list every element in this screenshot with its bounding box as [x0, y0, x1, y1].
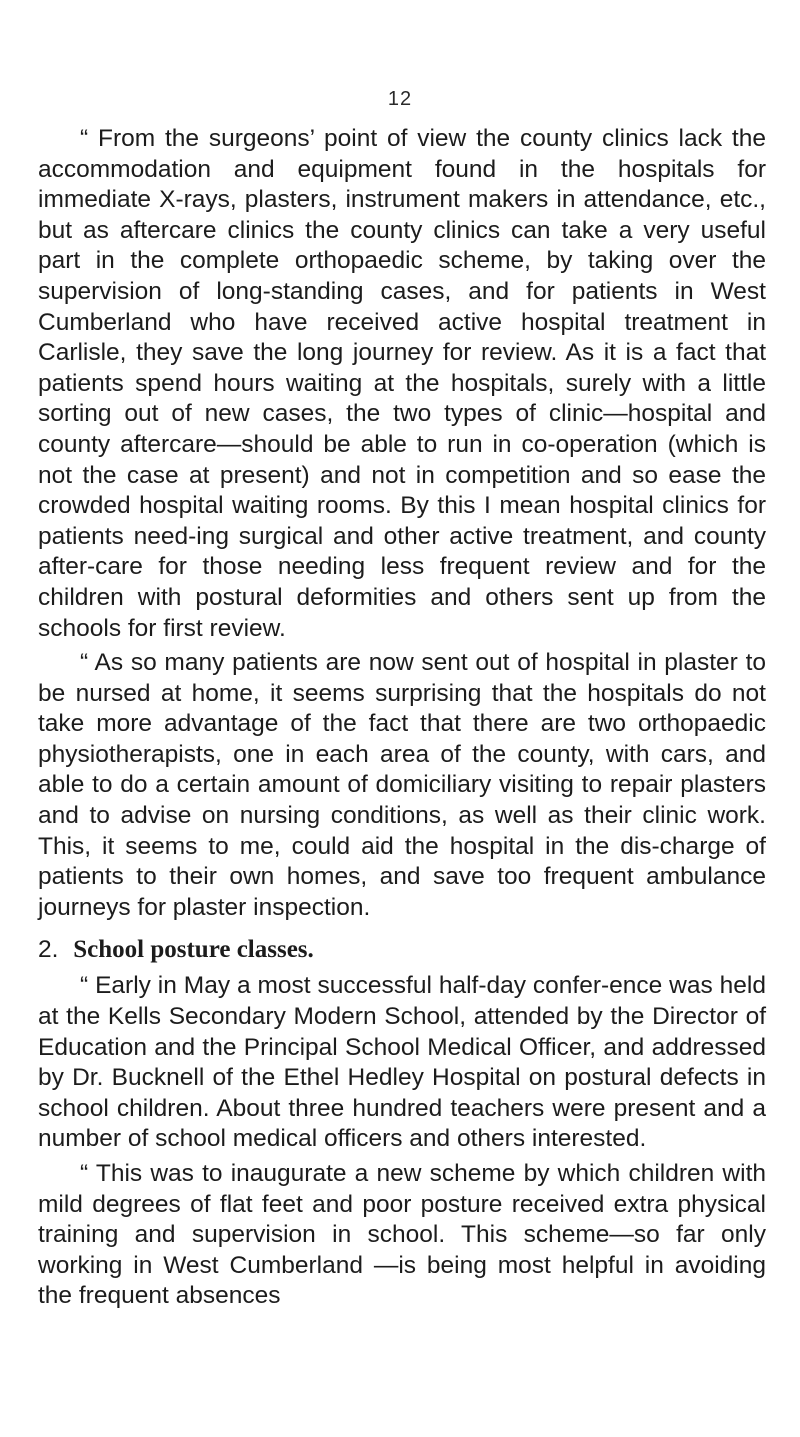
section-number: 2. — [38, 936, 59, 964]
paragraph-new-scheme: “ This was to inaugurate a new scheme by which children with mild degrees of flat feet and poor posture received extra physical training and supervision in school. This scheme—so far only working in West Cumberland —is being most helpful in avoiding the frequent absences — [38, 1160, 766, 1310]
document-body — [38, 124, 766, 1312]
paragraph-conference: “ Early in May a most successful half-day confer-ence was held at the Kells Secondary Modern School, attended by the Director of Education and the Principal School Medical Officer, and addressed by Dr. Bucknell of the Ethel Hedley Hospital on postural defects in school children. About three hundred teachers were present and a number of school medical officers and others interested. — [38, 972, 766, 1153]
page-number: 12 — [387, 88, 413, 110]
section-heading — [38, 935, 766, 965]
paragraph-surgeons-view: “ From the surgeons’ point of view the county clinics lack the accommodation and equipment found in the hospitals for immediate X-rays, plasters, instrument makers in attendance, etc., but as aftercare clinics the county clinics can take a very useful part in the complete orthopaedic scheme, by taking over the supervision of long-standing cases, and for patients in West Cumberland who have received active hospital treatment in Carlisle, they save the long journey for review. As it is a fact that patients spend hours waiting at the hospitals, surely with a little sorting out of new cases, the two types of clinic—hospital and county aftercare—should be able to run in co-operation (which is not the case at present) and not in competition and so ease the crowded hospital waiting rooms. By this I mean hospital clinics for patients need-ing surgical and other active treatment, and county after-care for those needing less frequent review and for the children with postural deformities and others sent up from the schools for first review. — [38, 125, 766, 642]
paragraph-plaster-patients: “ As so many patients are now sent out of hospital in plaster to be nursed at home, it seems surprising that the hospitals do not take more advantage of the fact that there are two orthopaedic physiotherapists, one in each area of the county, with cars, and able to do a certain amount of domiciliary visiting to repair plasters and to advise on nursing conditions, as well as their clinic work. This, it seems to me, could aid the hospital in the dis-charge of patients to their own homes, and save too frequent ambulance journeys for plaster inspection. — [38, 649, 766, 921]
section-title: School posture classes. — [73, 936, 314, 964]
